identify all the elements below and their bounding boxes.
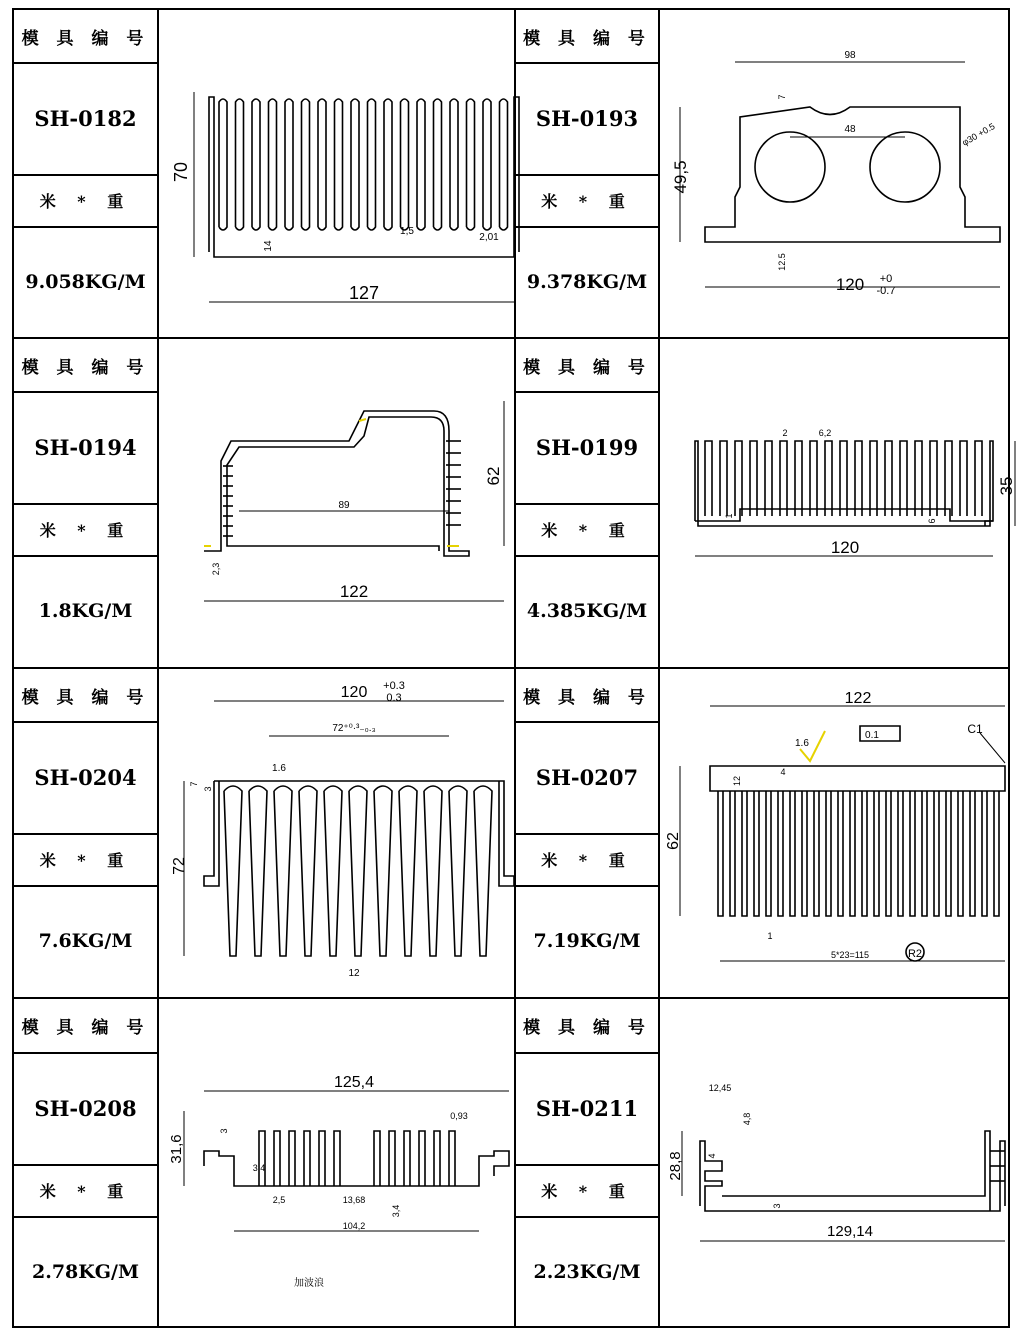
mold-number-header: 模 具 编 号 [523, 1018, 651, 1038]
dimension-label: 1,5 [400, 226, 414, 237]
dimension-label: 120 [340, 684, 368, 701]
meter-weight-header: 米 * 重 [541, 850, 633, 870]
dimension-label: +0 [879, 273, 893, 285]
dimension-label: 122 [844, 690, 872, 707]
mold-number-header: 模 具 编 号 [523, 687, 651, 708]
dimension-label: 12,45 [708, 1083, 732, 1093]
dimension-label: 2,5 [272, 1195, 286, 1205]
mold-number-header: 模 具 编 号 [21, 357, 150, 378]
profile-drawing-sh-0204 [159, 671, 514, 995]
profile-drawing-sh-0199 [660, 341, 1016, 665]
dimension-label: 4 [780, 767, 786, 777]
mold-code: SH-0204 [34, 764, 137, 790]
dimension-label: 13,68 [342, 1195, 366, 1205]
dimension-label: 4,8 [742, 1112, 752, 1126]
dimension-label: 5*23=115 [830, 950, 870, 960]
grid-line [14, 997, 1008, 999]
dimension-label: 7 [189, 781, 199, 787]
dimension-label: 0.3 [386, 692, 402, 704]
meter-weight-header: 米 * 重 [39, 850, 132, 870]
dimension-label: 2 [782, 428, 788, 438]
svg-text:1.6: 1.6 [795, 738, 809, 749]
meter-weight-header: 米 * 重 [541, 191, 633, 211]
dimension-label: 4 [707, 1153, 717, 1159]
dimension-label: 62 [665, 832, 682, 850]
dimension-label: φ30 +0.5 [960, 121, 997, 148]
dimension-label: C1 [967, 722, 983, 736]
dimension-label: 89 [338, 500, 350, 511]
dimension-label: 3,4 [252, 1163, 266, 1173]
mold-number-header: 模 具 编 号 [523, 28, 651, 49]
mold-code: SH-0193 [535, 105, 639, 131]
profile-drawing-sh-0211 [660, 1001, 1010, 1326]
dimension-label: 3 [203, 786, 213, 792]
note-label: 加波浪 [294, 1278, 324, 1289]
weight-value: 1.8KG/M [38, 600, 133, 622]
profile-drawing-sh-0194 [159, 341, 514, 665]
dimension-label: 14 [263, 240, 274, 252]
dimension-label: 72 [171, 857, 188, 875]
weight-value: 7.19KG/M [533, 930, 641, 952]
dimension-label: 12.5 [777, 253, 787, 271]
dimension-label: 7 [777, 94, 787, 100]
meter-weight-header: 米 * 重 [39, 520, 132, 540]
dimension-label: 35 [997, 476, 1016, 496]
grid-line [14, 667, 1008, 669]
mold-code: SH-0207 [535, 764, 639, 790]
dimension-label: 6 [927, 518, 937, 524]
dimension-label: 2,01 [479, 232, 499, 243]
mold-number-header: 模 具 编 号 [21, 28, 150, 49]
dimension-label: 28,8 [667, 1151, 684, 1181]
grid-line [14, 337, 1008, 339]
profile-drawing-sh-0193 [660, 12, 1010, 335]
dimension-label: 70 [171, 161, 191, 183]
dimension-label: 1 [724, 513, 734, 519]
profile-drawing-sh-0182 [159, 12, 514, 335]
dimension-label: 72⁺⁰·³₋₀.₃ [332, 723, 376, 734]
weight-value: 9.058KG/M [25, 270, 146, 293]
spec-sheet [12, 8, 1016, 1328]
dimension-label: 0,93 [450, 1111, 468, 1121]
meter-weight-header: 米 * 重 [541, 1181, 633, 1201]
dimension-label: 104,2 [342, 1221, 366, 1231]
dimension-label: 98 [844, 50, 856, 61]
mold-code: SH-0208 [34, 1095, 137, 1121]
profile-drawing-sh-0207 [660, 671, 1010, 995]
mold-code: SH-0199 [535, 434, 639, 460]
dimension-label: 1.6 [272, 763, 286, 774]
dimension-label: 12 [732, 775, 742, 787]
dimension-label: 120 [830, 538, 860, 557]
dimension-label: -0.7 [876, 285, 896, 297]
dimension-label: 129,14 [827, 1223, 873, 1240]
weight-value: 9.378KG/M [526, 270, 648, 293]
mold-number-header: 模 具 编 号 [523, 357, 651, 378]
weight-value: 4.385KG/M [526, 600, 648, 622]
dimension-label: 120 [835, 275, 865, 294]
meter-weight-header: 米 * 重 [541, 520, 633, 540]
dimension-label: 127 [348, 283, 380, 303]
dimension-label: 48 [844, 124, 856, 135]
meter-weight-header: 米 * 重 [39, 1181, 132, 1201]
dimension-label: 12 [348, 968, 360, 979]
dimension-label: 122 [339, 582, 369, 601]
weight-value: 2.23KG/M [533, 1261, 641, 1283]
meter-weight-header: 米 * 重 [39, 191, 132, 211]
mold-number-header: 模 具 编 号 [21, 1018, 150, 1038]
dimension-label: 3 [772, 1203, 782, 1209]
dimension-label: 62 [484, 466, 503, 486]
dimension-label: 31,6 [168, 1134, 185, 1164]
mold-code: SH-0182 [34, 105, 137, 131]
profile-drawing-sh-0208 [159, 1001, 514, 1326]
dimension-label: 49,5 [671, 160, 690, 194]
mold-number-header: 模 具 编 号 [21, 687, 150, 708]
dimension-label: 6,2 [818, 428, 832, 438]
dimension-label: +0.3 [383, 680, 405, 692]
dimension-label: 2,3 [211, 562, 221, 576]
dimension-label: 3,4 [391, 1204, 401, 1218]
mold-code: SH-0194 [34, 434, 137, 460]
weight-value: 2.78KG/M [32, 1261, 139, 1283]
dimension-label: 125,4 [333, 1074, 375, 1091]
dimension-label: 0.1 [865, 730, 879, 741]
weight-value: 7.6KG/M [38, 930, 133, 952]
dimension-label: R2 [907, 948, 923, 960]
mold-code: SH-0211 [535, 1095, 639, 1121]
dimension-label: 3 [219, 1128, 229, 1134]
dimension-label: 1 [767, 931, 773, 941]
